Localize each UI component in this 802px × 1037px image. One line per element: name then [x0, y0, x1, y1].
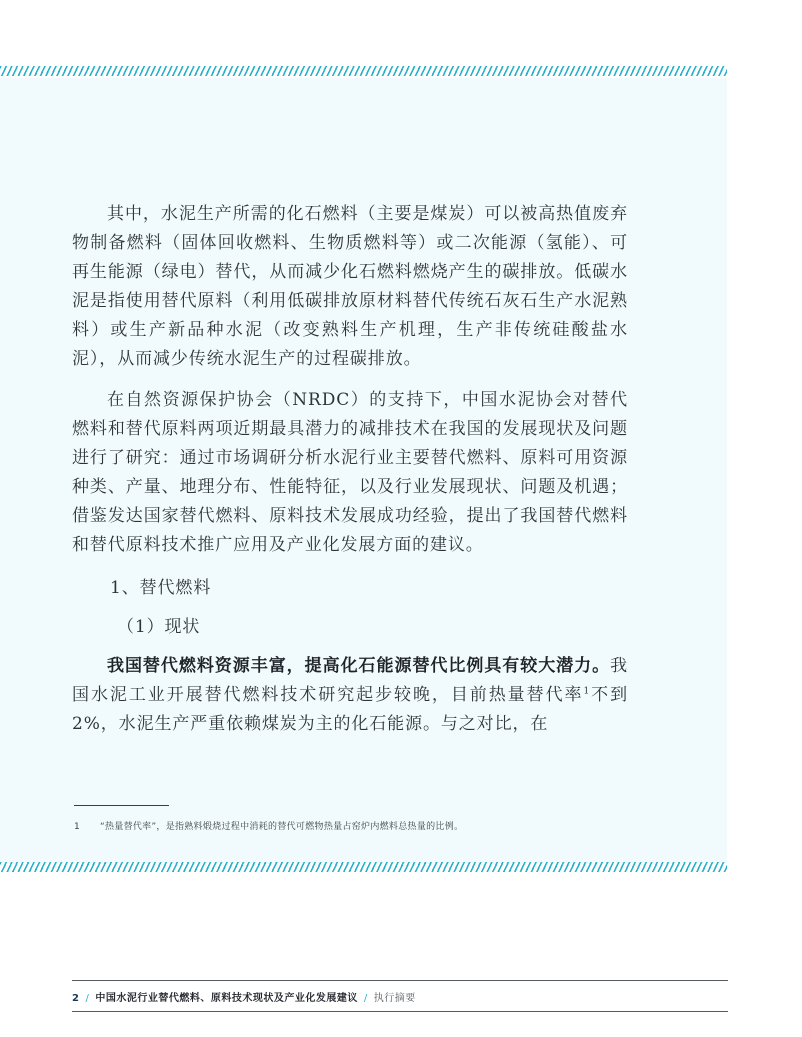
footnote-reference[interactable]: 1: [583, 686, 591, 697]
paragraph-3-text-a: 我国水泥工业开展替代燃料技术研究起步较晚，目前热量替代率: [72, 656, 628, 705]
page-footer: [72, 989, 728, 1004]
bottom-hatch-border: [0, 862, 727, 872]
body-text: [72, 200, 628, 739]
footnote-number: 1: [74, 822, 81, 832]
top-hatch-border: [0, 66, 727, 76]
paragraph-3-text-b: 不到2%，水泥生产严重依赖煤炭为主的化石能源。与之对比，在: [72, 685, 628, 734]
footer-separator-1: /: [85, 993, 90, 1004]
page-number: 2: [72, 993, 80, 1004]
footnote-text: “热量替代率”，是指熟料煅烧过程中消耗的替代可燃物热量占窑炉内燃料总热量的比例。: [100, 822, 464, 832]
footnote-divider: [74, 805, 169, 806]
document-title: 中国水泥行业替代燃料、原料技术现状及产业化发展建议: [95, 993, 358, 1004]
footnote: [74, 819, 674, 832]
footer-bottom-rule: [72, 1011, 728, 1012]
paragraph-3: [72, 652, 628, 739]
footer-separator-2: /: [363, 993, 368, 1004]
paragraph-2: 在自然资源保护协会（NRDC）的支持下，中国水泥协会对替代燃料和替代原料两项近期最具潜力的减排技术在我国的发展现状及问题进行了研究：通过市场调研分析水泥行业主要替代燃料、原料可用资源种类、产量、地理分布、性能特征，以及行业发展现状、问题及机遇；借鉴发达国家替代燃料、原料技术发展成功经验，提出了我国替代燃料和替代原料技术推广应用及产业化发展方面的建议。: [72, 390, 628, 555]
paragraph-1: 其中，水泥生产所需的化石燃料（主要是煤炭）可以被高热值废弃物制备燃料（固体回收燃料、生物质燃料等）或二次能源（氢能）、可再生能源（绿电）替代，从而减少化石燃料燃烧产生的碳排放。低碳水泥是指使用替代原料（利用低碳排放原材料替代传统石灰石生产水泥熟料）或生产新品种水泥（改变熟料生产机理，生产非传统硅酸盐水泥），从而减少传统水泥生产的过程碳排放。: [72, 204, 628, 369]
subsection-heading: （1）现状: [117, 617, 201, 637]
footer-top-rule: [72, 980, 728, 981]
section-heading: 1、替代燃料: [110, 578, 212, 598]
section-name: 执行摘要: [373, 993, 416, 1004]
paragraph-3-bold-lead: 我国替代燃料资源丰富，提高化石能源替代比例具有较大潜力。: [107, 656, 611, 676]
